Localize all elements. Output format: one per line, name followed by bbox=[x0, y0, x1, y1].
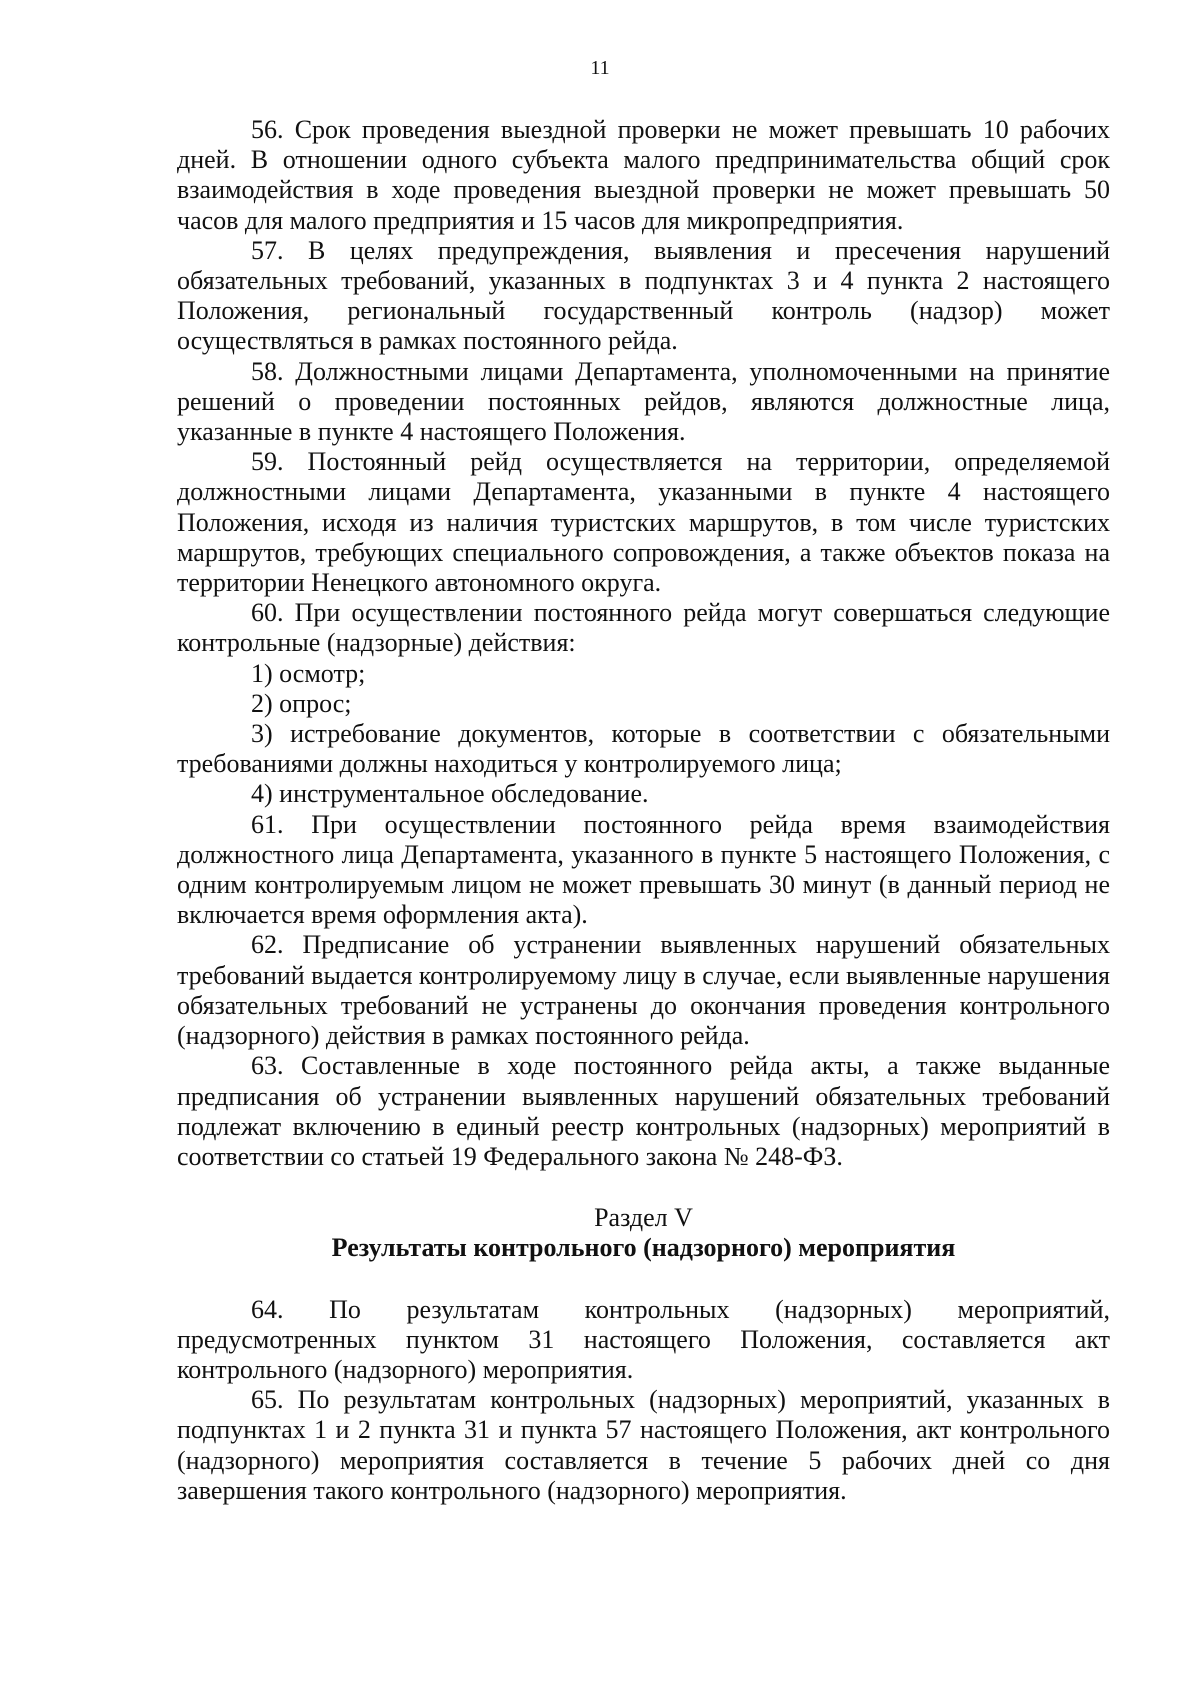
paragraph-59: 59. Постоянный рейд осуществляется на территории, определяемой должностными лицами Департамента, указанными в пункте 4 настоящего Положения, исходя из наличия туристских маршрутов, в том числе туристских маршрутов, требующих специального сопровождения, а также объектов показа на территории Ненецкого автономного округа. bbox=[177, 447, 1110, 598]
section-title: Результаты контрольного (надзорного) мероприятия bbox=[331, 1233, 956, 1263]
list-item-1: 1) осмотр; bbox=[251, 658, 366, 688]
paragraph-61: 61. При осуществлении постоянного рейда время взаимодействия должностного лица Департамента, указанного в пункте 5 настоящего Положения, с одним контролируемым лицом не может превышать 30 минут (в данный период не включается время оформления акта). bbox=[177, 809, 1110, 930]
list-item-2: 2) опрос; bbox=[251, 688, 352, 718]
paragraph-60: 60. При осуществлении постоянного рейда могут совершаться следующие контрольные (надзорные) действия: bbox=[177, 598, 1110, 658]
page-number: 11 bbox=[590, 57, 610, 79]
section-label: Раздел V bbox=[594, 1203, 693, 1233]
paragraph-62: 62. Предписание об устранении выявленных нарушений обязательных требований выдается контролируемому лицу в случае, если выявленные нарушения обязательных требований не устранены до окончания проведения контрольного (надзорного) действия в рамках постоянного рейда. bbox=[177, 930, 1110, 1051]
document-body bbox=[177, 115, 1110, 1506]
paragraph-56: 56. Срок проведения выездной проверки не может превышать 10 рабочих дней. В отношении одного субъекта малого предпринимательства общий срок взаимодействия в ходе проведения выездной проверки не может превышать 50 часов для малого предприятия и 15 часов для микропредприятия. bbox=[177, 115, 1110, 235]
paragraph-65: 65. По результатам контрольных (надзорных) мероприятий, указанных в подпунктах 1 и 2 пункта 31 и пункта 57 настоящего Положения, акт контрольного (надзорного) мероприятия составляется в течение 5 рабочих дней со дня завершения такого контрольного (надзорного) мероприятия. bbox=[177, 1385, 1110, 1505]
paragraph-57: 57. В целях предупреждения, выявления и пресечения нарушений обязательных требований, указанных в подпунктах 3 и 4 пункта 2 настоящего Положения, региональный государственный контроль (надзор) может осуществляться в рамках постоянного рейда. bbox=[177, 235, 1110, 356]
paragraph-63: 63. Составленные в ходе постоянного рейда акты, а также выданные предписания об устранении выявленных нарушений обязательных требований подлежат включению в единый реестр контрольных (надзорных) мероприятий в соответствии со статьей 19 Федерального закона № 248-ФЗ. bbox=[177, 1051, 1110, 1171]
paragraph-64: 64. По результатам контрольных (надзорных) мероприятий, предусмотренных пунктом 31 настоящего Положения, составляется акт контрольного (надзорного) мероприятия. bbox=[177, 1294, 1110, 1384]
section-heading bbox=[177, 1203, 1110, 1263]
list-item-4: 4) инструментальное обследование. bbox=[251, 779, 649, 809]
list-item-3: 3) истребование документов, которые в соответствии с обязательными требованиями должны находиться у контролируемого лица; bbox=[177, 719, 1110, 779]
paragraph-58: 58. Должностными лицами Департамента, уполномоченными на принятие решений о проведении постоянных рейдов, являются должностные лица, указанные в пункте 4 настоящего Положения. bbox=[177, 356, 1110, 447]
